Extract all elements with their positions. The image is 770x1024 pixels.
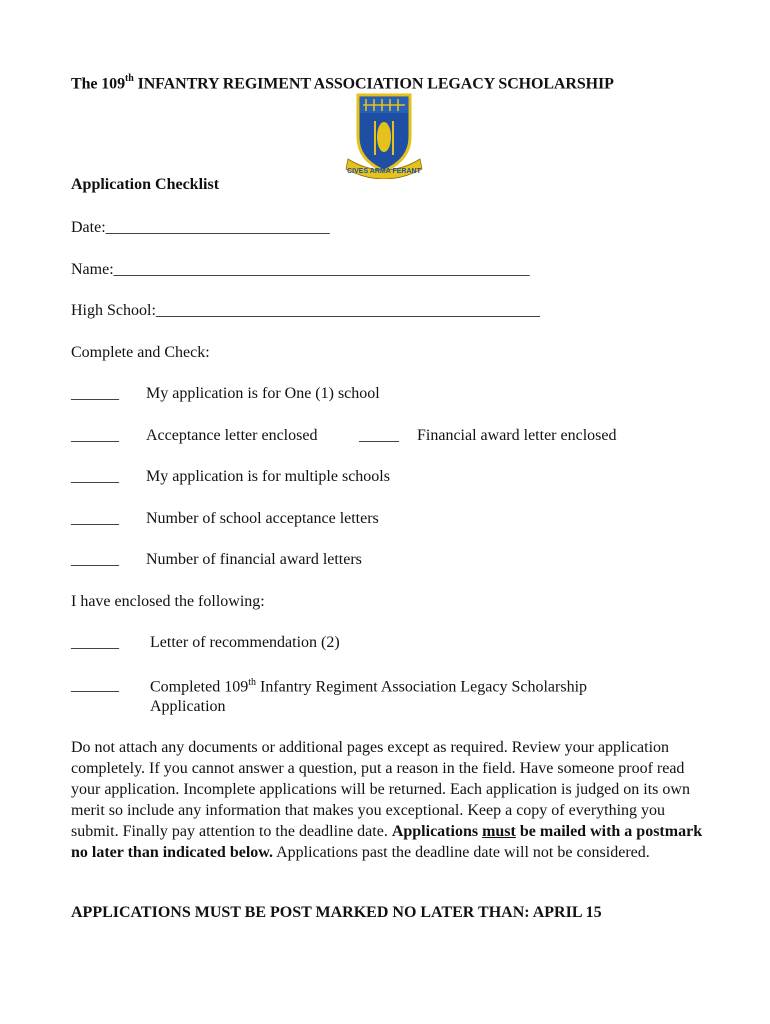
deadline-notice: APPLICATIONS MUST BE POST MARKED NO LATER THAN: APRIL 15 (71, 904, 602, 921)
name-field[interactable]: Name:____________________________________________________ (71, 261, 530, 278)
checklist-item-label: My application is for One (1) school (146, 385, 380, 402)
checklist-heading: Application Checklist (71, 176, 220, 193)
document-title: The 109th INFANTRY REGIMENT ASSOCIATION LEGACY SCHOLARSHIP (71, 73, 614, 93)
checkbox-one-school[interactable]: ______ (71, 385, 119, 402)
checklist-item-label: My application is for multiple schools (146, 468, 390, 485)
checklist-item-label: Financial award letter enclosed (417, 427, 617, 444)
field-number-acceptance-letters[interactable]: ______ (71, 510, 119, 527)
checklist-item-label: Completed 109th Infantry Regiment Association Legacy Scholarship (150, 677, 588, 696)
regiment-crest-icon (344, 93, 424, 179)
checkbox-acceptance-letter[interactable]: ______ (71, 427, 119, 444)
checkbox-letter-of-recommendation[interactable]: ______ (71, 634, 119, 651)
checklist-item-label: Letter of recommendation (2) (150, 634, 340, 651)
checklist-item-label: Number of financial award letters (146, 551, 362, 568)
crest-motto: CIVES ARMA FERANT (347, 168, 421, 175)
date-field[interactable]: Date:____________________________ (71, 219, 330, 236)
enclosed-label: I have enclosed the following: (71, 593, 265, 610)
checkbox-multiple-schools[interactable]: ______ (71, 468, 119, 485)
complete-and-check-label: Complete and Check: (71, 344, 210, 361)
checklist-item-label-continued: Application (150, 698, 226, 715)
checkbox-completed-application[interactable]: ______ (71, 677, 119, 694)
high-school-field[interactable]: High School:________________________________________________ (71, 302, 540, 319)
field-number-financial-award-letters[interactable]: ______ (71, 551, 119, 568)
instructions-paragraph: Do not attach any documents or additional pages except as required. Review your application completely. If you cannot answer a question, put a reason in the field. Have someone proof read your application. Incomplete applications will be returned. Each application is judged on its own merit so include any information that makes you exceptional. Keep a copy of everything you submit. Finally pay attention to the deadline date. Applications must be mailed with a postmark no later than indicated below. Applications past the deadline date will not be considered. (71, 739, 703, 861)
checklist-item-label: Acceptance letter enclosed (146, 427, 318, 444)
checkbox-financial-award-letter[interactable]: _____ (359, 427, 399, 444)
checklist-item-label: Number of school acceptance letters (146, 510, 379, 527)
title-superscript: th (124, 73, 134, 84)
